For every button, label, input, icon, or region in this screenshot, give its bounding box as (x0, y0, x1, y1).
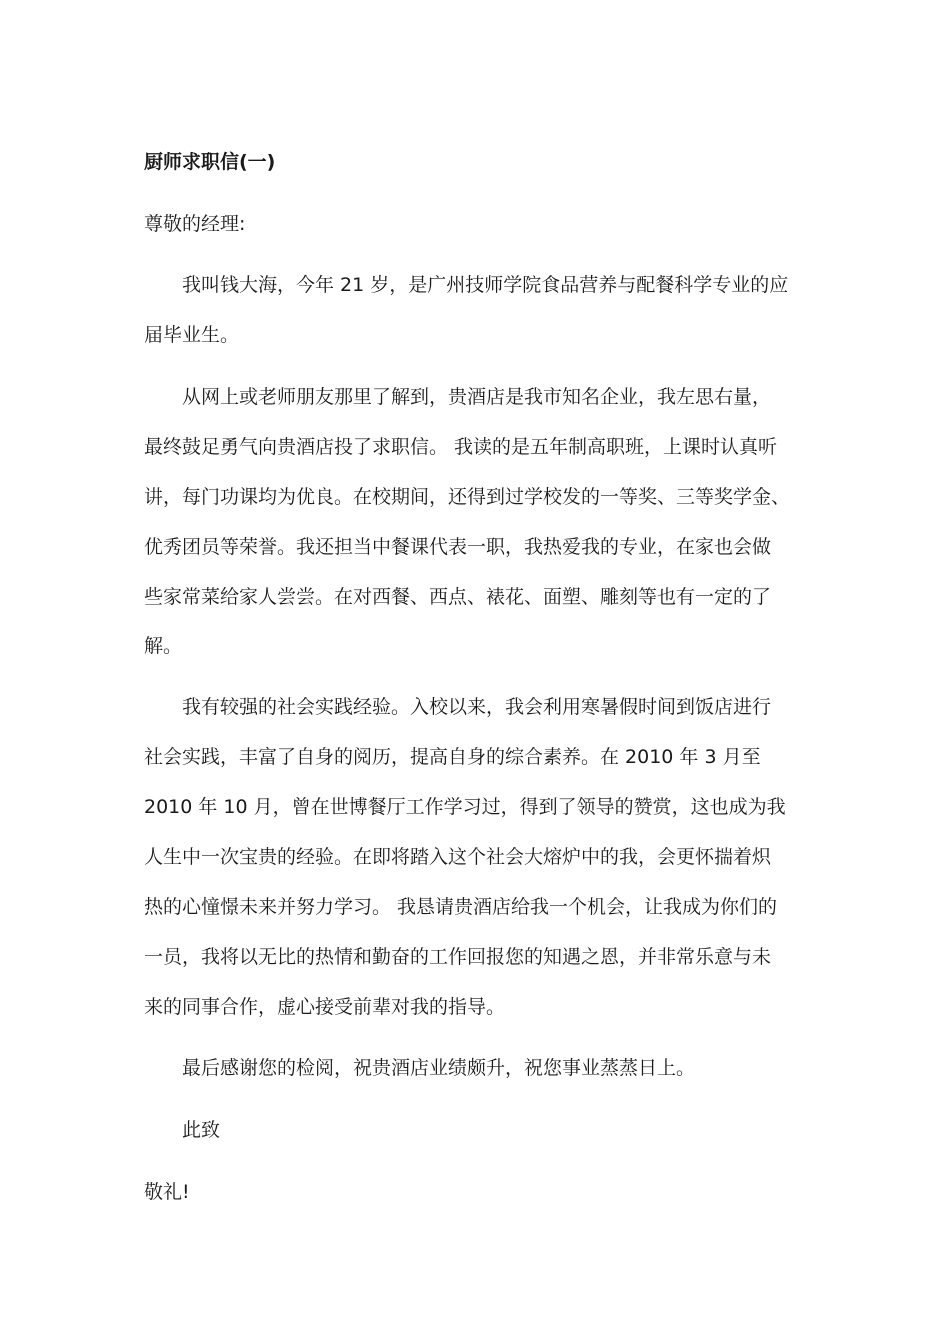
body-line: 来的同事合作，虚心接受前辈对我的指导。 (144, 996, 506, 1018)
body-line: 2010 年 10 月，曾在世博餐厅工作学习过，得到了领导的赞赏，这也成为我 (144, 796, 786, 818)
page-title: 厨师求职信(一) (144, 151, 276, 173)
body-line: 从网上或老师朋友那里了解到，贵酒店是我市知名企业，我左思右量， (182, 386, 772, 408)
closing-line: 最后感谢您的检阅，祝贵酒店业绩颇升，祝您事业蒸蒸日上。 (182, 1057, 696, 1079)
body-line: 优秀团员等荣誉。我还担当中餐课代表一职，我热爱我的专业，在家也会做 (144, 536, 772, 558)
body-line: 届毕业生。 (144, 324, 240, 346)
body-line: 我有较强的社会实践经验。入校以来，我会利用寒暑假时间到饭店进行 (182, 696, 772, 718)
body-line: 些家常菜给家人尝尝。在对西餐、西点、裱花、面塑、雕刻等也有一定的了 (144, 586, 772, 608)
salutation: 尊敬的经理: (144, 213, 246, 235)
body-line: 讲，每门功课均为优良。在校期间，还得到过学校发的一等奖、三等奖学金、 (144, 486, 791, 508)
body-line: 热的心憧憬未来并努力学习。 我恳请贵酒店给我一个机会，让我成为你们的 (144, 896, 778, 918)
body-line: 解。 (144, 635, 183, 657)
body-line: 社会实践，丰富了自身的阅历，提高自身的综合素养。在 2010 年 3 月至 (144, 746, 761, 768)
body-line: 我叫钱大海，今年 21 岁，是广州技师学院食品营养与配餐科学专业的应 (182, 274, 789, 296)
body-line: 一员，我将以无比的热情和勤奋的工作回报您的知遇之恩，并非常乐意与未 (144, 946, 772, 968)
closing-phrase: 此致 (182, 1119, 221, 1141)
body-line: 最终鼓足勇气向贵酒店投了求职信。 我读的是五年制高职班，上课时认真听 (144, 436, 778, 458)
body-line: 人生中一次宝贵的经验。在即将踏入这个社会大熔炉中的我，会更怀揣着炽 (144, 846, 772, 868)
closing-salute: 敬礼! (144, 1181, 190, 1203)
